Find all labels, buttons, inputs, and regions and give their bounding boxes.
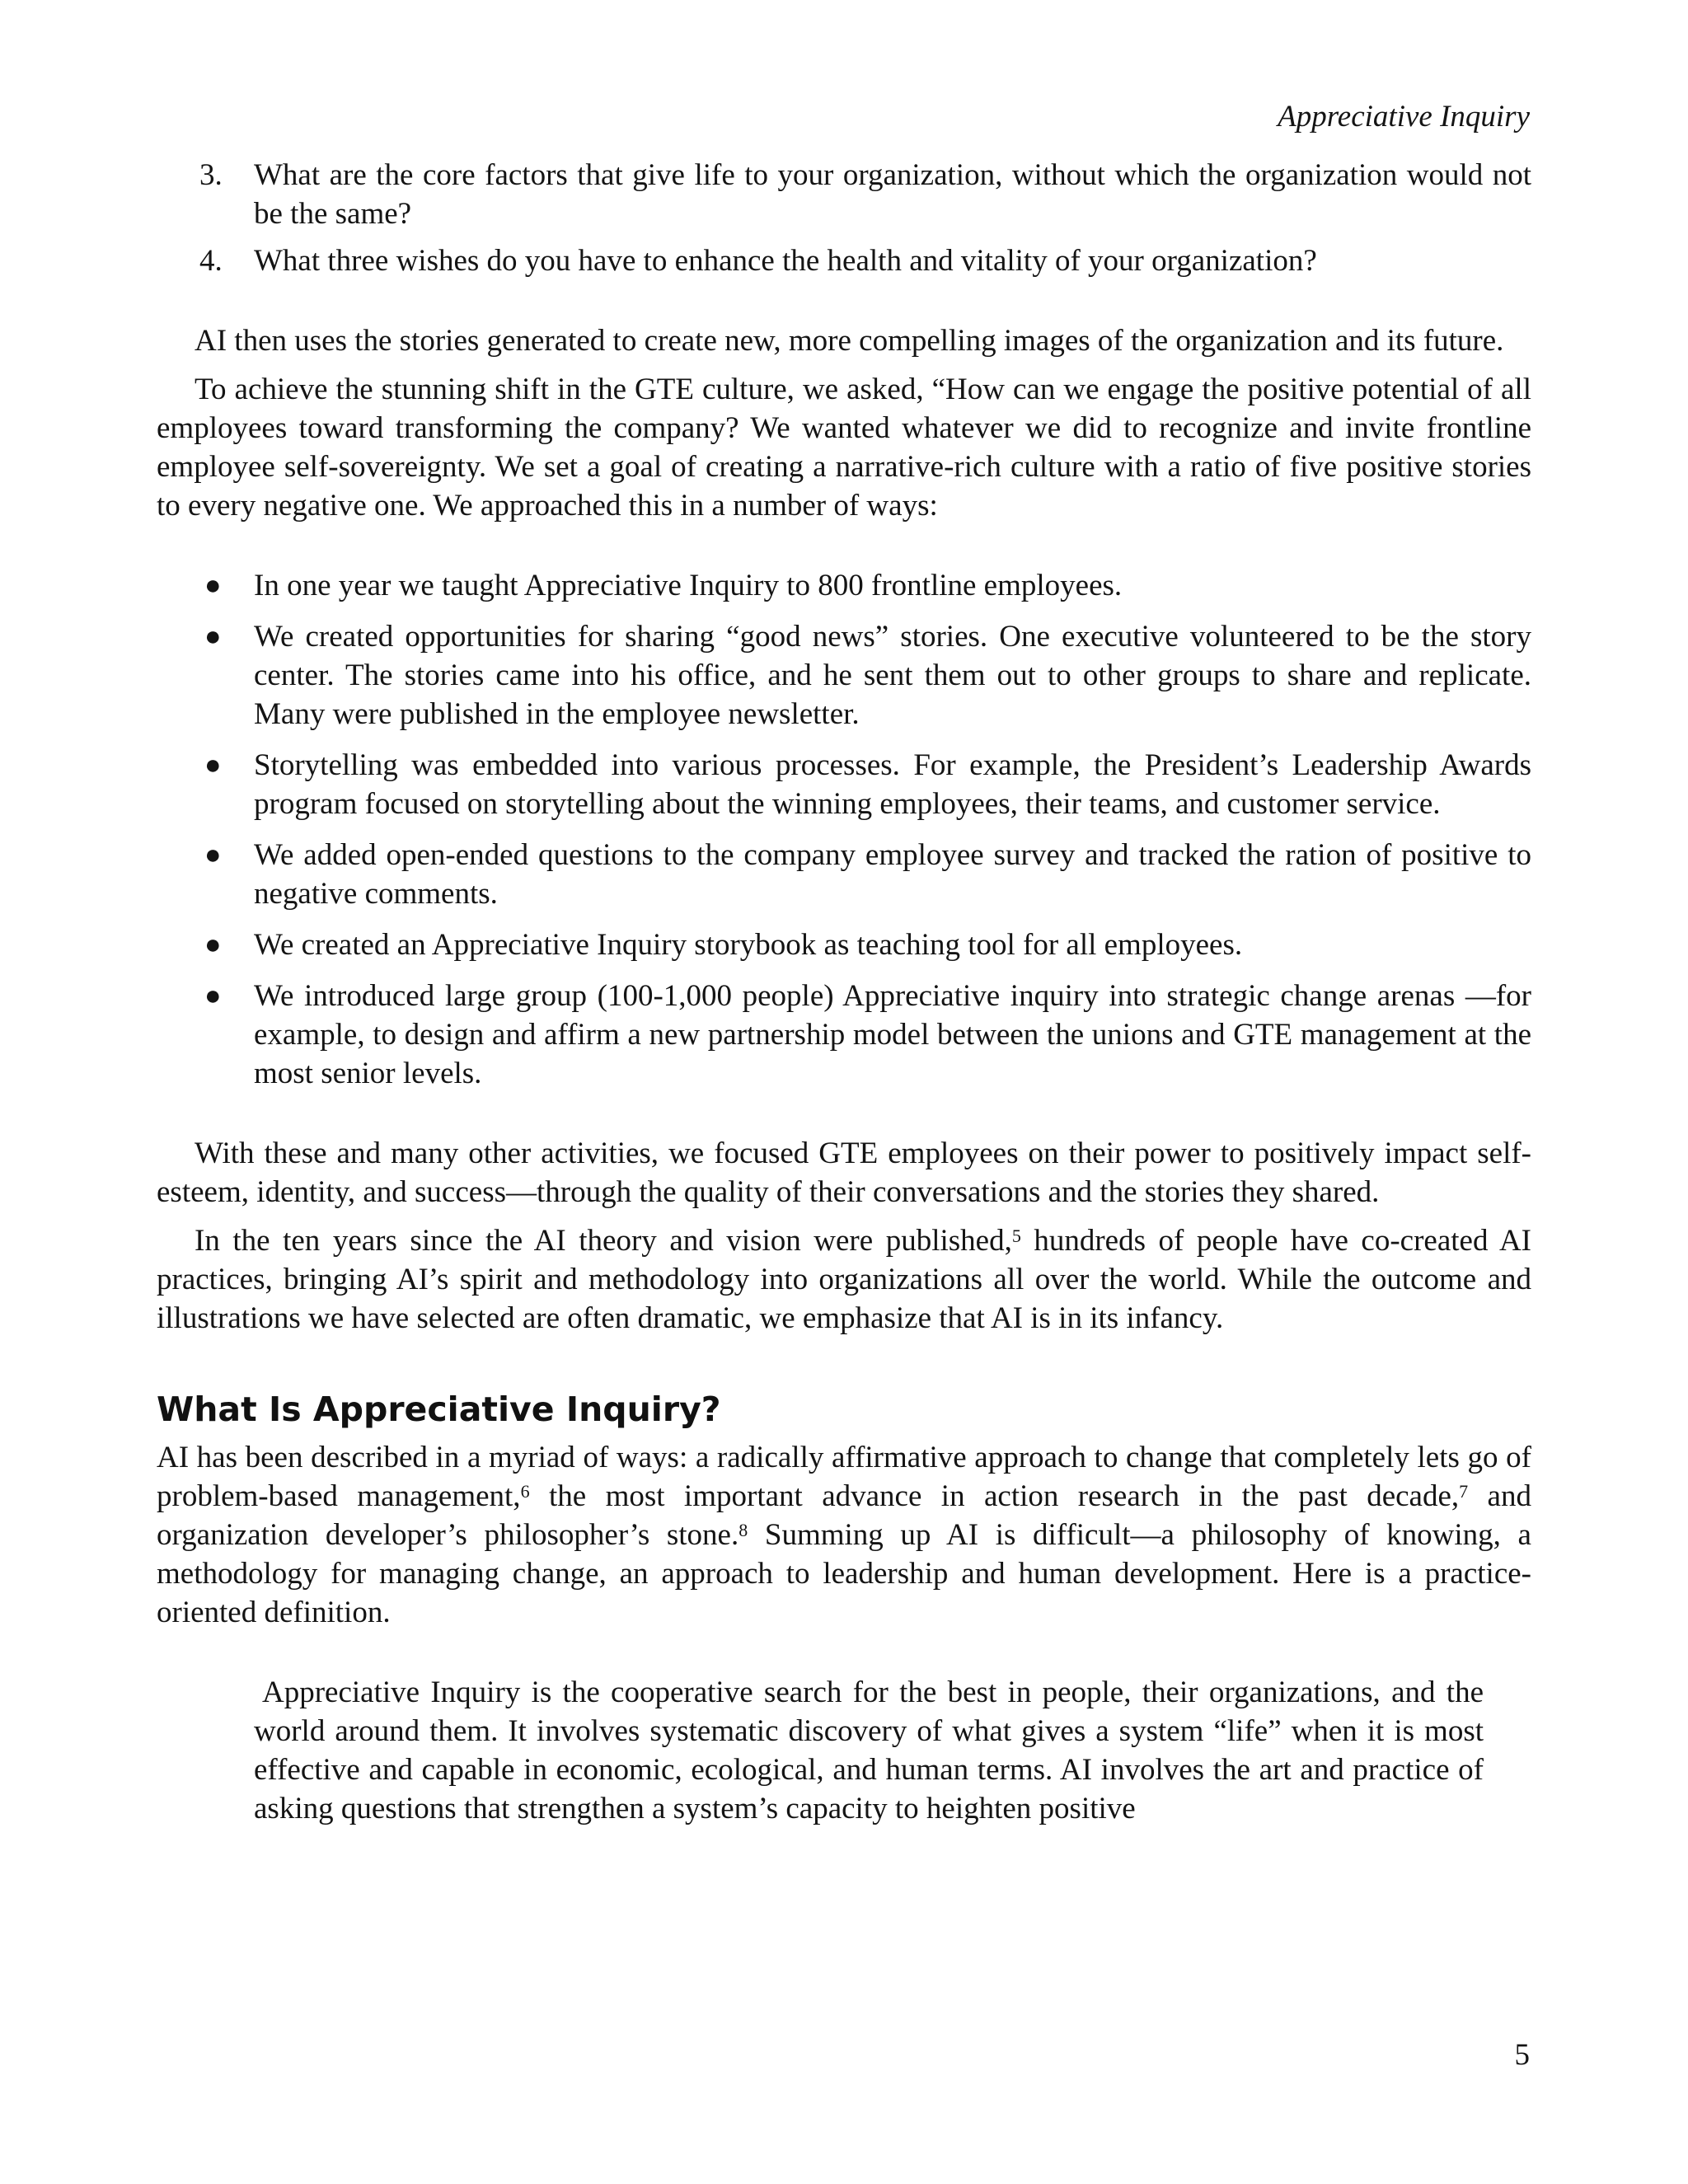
- list-item: [157, 746, 1531, 823]
- blockquote-text: Appreciative Inquiry is the cooperative search for the best in people, their organizations, and the world around them. It involves systematic discovery of what gives a system “life” when it is most effective and capable in economic, ecological, and human terms. AI involves the art and practice of asking questions that strengthen a system’s capacity to heighten positive: [254, 1675, 1484, 1825]
- definition-blockquote: [254, 1673, 1484, 1828]
- bullet-icon: ●: [204, 570, 222, 601]
- footnote-ref: 5: [1011, 1225, 1021, 1246]
- section-heading: What Is Appreciative Inquiry?: [157, 1390, 721, 1429]
- list-number: 4.: [199, 244, 223, 278]
- list-item-text: Storytelling was embedded into various processes. For example, the President’s Leadership Awards program focused on storytelling about the winning employees, their teams, and customer service.: [254, 748, 1531, 821]
- footnote-ref: 7: [1459, 1480, 1469, 1502]
- page-number: 5: [1514, 2038, 1530, 2072]
- paragraph-text: hundreds of people have co-created AI practices, bringing AI’s spirit and methodology into organizations all over the world. While the outcome and illustrations we have selected are often dramatic, we emphasize that AI is in its infancy.: [157, 1224, 1532, 1335]
- list-item-text: What are the core factors that give life to your organization, without which the organization would not be the same?: [254, 158, 1531, 231]
- list-item-text: In one year we taught Appreciative Inquiry to 800 frontline employees.: [254, 569, 1123, 602]
- list-item: [157, 836, 1531, 913]
- paragraph-text: In the ten years since the AI theory and vision were published,: [195, 1224, 1012, 1258]
- list-item-text: We created an Appreciative Inquiry storybook as teaching tool for all employees.: [254, 928, 1243, 962]
- page-content: [157, 152, 1531, 1828]
- list-item: [157, 617, 1531, 733]
- bullet-icon: ●: [204, 840, 222, 870]
- numbered-question-list: [157, 156, 1531, 280]
- paragraph: AI then uses the stories generated to create new, more compelling images of the organization and its future.: [195, 324, 1504, 358]
- paragraph-text: Summing up AI is difficult—a philosophy of knowing, a methodology for managing change, an approach to leadership and human development. Here is a practice-oriented definition.: [157, 1518, 1531, 1629]
- list-item: [157, 566, 1531, 605]
- bullet-icon: ●: [204, 981, 222, 1011]
- footnote-ref: 6: [520, 1480, 530, 1502]
- paragraph-text: and organization developer’s philosopher’s stone.: [157, 1479, 1531, 1552]
- list-item: [157, 241, 1531, 280]
- footnote-ref: 8: [738, 1519, 748, 1540]
- list-number: 3.: [199, 158, 223, 192]
- bullet-icon: ●: [204, 621, 222, 652]
- list-item: [157, 926, 1531, 964]
- paragraph: [157, 1438, 1531, 1632]
- bullet-icon: ●: [204, 930, 222, 960]
- bullet-list: [157, 566, 1531, 1093]
- bullet-icon: ●: [204, 750, 222, 780]
- list-item: [157, 977, 1531, 1093]
- paragraph: With these and many other activities, we focused GTE employees on their power to positively impact self-esteem, identity, and success—through the quality of their conversations and the stories they shared.: [157, 1137, 1531, 1209]
- list-item-text: We added open-ended questions to the company employee survey and tracked the ration of positive to negative comments.: [254, 838, 1531, 911]
- paragraph: To achieve the stunning shift in the GTE culture, we asked, “How can we engage the positive potential of all employees toward transforming the company? We wanted whatever we did to recognize and invite frontline employee self-sovereignty. We set a goal of creating a narrative-rich culture with a ratio of five positive stories to every negative one. We approached this in a number of ways:: [157, 373, 1531, 523]
- running-head: Appreciative Inquiry: [1278, 100, 1530, 134]
- list-item: [157, 156, 1531, 233]
- paragraph: [157, 1221, 1531, 1338]
- paragraph-text: AI has been described in a myriad of ways: a radically affirmative approach to change that completely lets go of problem-based management,: [157, 1441, 1531, 1513]
- paragraph-text: the most important advance in action research in the past decade,: [529, 1479, 1460, 1513]
- list-item-text: What three wishes do you have to enhance the health and vitality of your organization?: [254, 244, 1317, 278]
- list-item-text: We created opportunities for sharing “good news” stories. One executive volunteered to be the story center. The stories came into his office, and he sent them out to other groups to share and replicate. Many were published in the employee newsletter.: [254, 620, 1531, 731]
- list-item-text: We introduced large group (100-1,000 people) Appreciative inquiry into strategic change arenas —for example, to design and affirm a new partnership model between the unions and GTE management at the most senior levels.: [254, 979, 1531, 1090]
